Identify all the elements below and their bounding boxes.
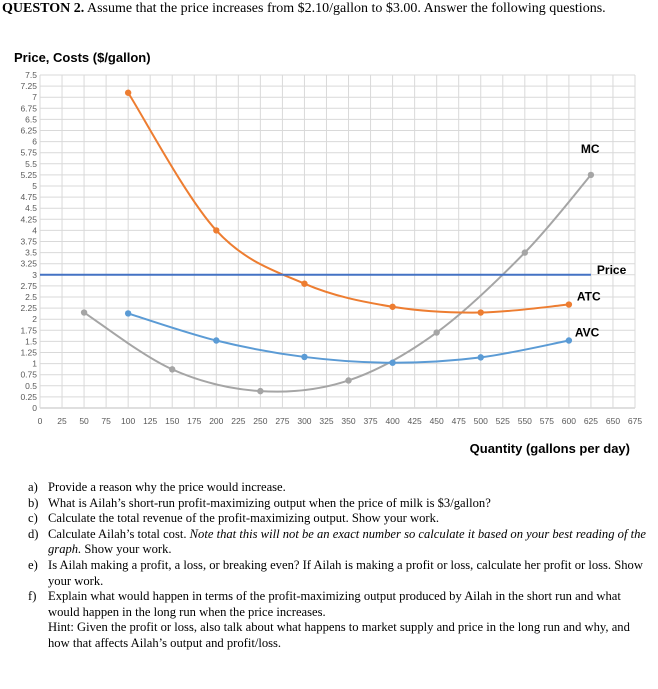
item-text: What is Ailah’s short-run profit-maximizing output when the price of milk is $3/gallon? xyxy=(48,495,491,510)
y-tick-label: 7.25 xyxy=(20,81,37,92)
x-tick-label: 450 xyxy=(429,416,444,426)
y-tick-label: 0.5 xyxy=(25,380,37,391)
item-letter: e) xyxy=(28,557,38,572)
x-tick-label: 250 xyxy=(253,416,268,426)
y-tick-label: 6.25 xyxy=(20,125,37,136)
x-tick-label: 100 xyxy=(121,416,136,426)
chart-grid xyxy=(40,75,635,408)
y-tick-label: 2 xyxy=(32,314,37,325)
atc-point xyxy=(301,280,307,286)
y-tick-label: 5.25 xyxy=(20,169,37,180)
avc-point xyxy=(125,310,131,316)
question-item-c xyxy=(28,511,648,527)
mc-point xyxy=(81,309,87,315)
question-item-f xyxy=(28,589,648,651)
y-tick-label: 1.5 xyxy=(25,336,37,347)
x-tick-label: 500 xyxy=(473,416,488,426)
item-after: Show your work. xyxy=(84,542,172,557)
chart-title: Price, Costs ($/gallon) xyxy=(14,50,151,65)
y-tick-label: 1.75 xyxy=(20,325,37,336)
avc-label: AVC xyxy=(574,325,600,340)
x-tick-label: 375 xyxy=(363,416,378,426)
mc-point xyxy=(588,172,594,178)
mc-point xyxy=(433,329,439,335)
x-tick-label: 575 xyxy=(539,416,554,426)
x-tick-label: 150 xyxy=(165,416,180,426)
item-text: Provide a reason why the price would increase. xyxy=(48,480,286,494)
question-text: Assume that the price increases from $2.10/gallon to $3.00. Answer the following questions. xyxy=(86,1,606,16)
item-letter: b) xyxy=(28,495,39,510)
mc-line xyxy=(84,175,591,392)
x-tick-label: 425 xyxy=(407,416,422,426)
y-tick-label: 2.25 xyxy=(20,303,37,314)
y-tick-label: 7 xyxy=(32,92,37,103)
x-tick-label: 350 xyxy=(341,416,356,426)
question-label: QUESTON 2. xyxy=(2,1,85,16)
question-item-e xyxy=(28,558,648,589)
item-letter: d) xyxy=(28,526,39,541)
y-tick-label: 5.75 xyxy=(20,147,37,158)
x-axis-label: Quantity (gallons per day) xyxy=(469,441,630,456)
y-tick-label: 3.5 xyxy=(25,247,37,258)
mc-point xyxy=(257,388,263,394)
y-tick-label: 6.75 xyxy=(20,103,37,114)
atc-point xyxy=(389,304,395,310)
y-tick-label: 1 xyxy=(32,358,37,369)
x-tick-label: 175 xyxy=(187,416,202,426)
y-tick-label: 5.5 xyxy=(25,158,37,169)
atc-point xyxy=(213,227,219,233)
x-tick-label: 650 xyxy=(605,416,621,426)
x-tick-label: 475 xyxy=(451,416,466,426)
item-letter: c) xyxy=(28,511,38,526)
x-tick-label: 675 xyxy=(627,416,643,426)
question-list xyxy=(28,480,648,652)
x-tick-label: 225 xyxy=(231,416,246,426)
mc-point xyxy=(169,366,175,372)
item-text: Explain what would happen in terms of the profit-maximizing output produced by Ailah in the short run and what would happen in the long run when the price increases. xyxy=(48,589,621,619)
y-tick-label: 2.75 xyxy=(20,280,37,291)
question-heading xyxy=(2,1,606,17)
x-tick-label: 200 xyxy=(209,416,224,426)
x-tick-label: 525 xyxy=(495,416,510,426)
x-tick-label: 0 xyxy=(37,416,43,426)
avc-point xyxy=(566,337,572,343)
y-tick-label: 3.75 xyxy=(20,236,37,247)
price-label: Price xyxy=(596,262,627,277)
y-tick-label: 4.25 xyxy=(20,214,37,225)
atc-point xyxy=(566,301,572,307)
atc-point xyxy=(125,90,131,96)
y-tick-label: 1.25 xyxy=(20,347,37,358)
series-labels xyxy=(575,142,627,340)
x-tick-label: 25 xyxy=(57,416,67,426)
x-tick-label: 125 xyxy=(143,416,158,426)
item-text: Calculate the total revenue of the profit-maximizing output. Show your work. xyxy=(48,511,440,526)
avc-point xyxy=(301,354,307,360)
y-tick-label: 3.25 xyxy=(20,258,37,269)
item-text: Is Ailah making a profit, a loss, or breaking even? If Ailah is making a profit or loss, calculate her profit or loss. Show your work. xyxy=(48,557,643,588)
question-item-d xyxy=(28,527,648,558)
x-tick-label: 275 xyxy=(275,416,290,426)
y-tick-label: 5 xyxy=(32,181,37,191)
item-note: Note that this will not be an exact number so calculate it based on your best reading of the graph. xyxy=(48,526,647,557)
y-tick-label: 0.25 xyxy=(20,391,37,402)
x-tick-label: 400 xyxy=(385,416,400,426)
item-letter: f) xyxy=(28,589,37,604)
avc-point xyxy=(478,354,484,360)
item-text: Calculate Ailah’s total cost. xyxy=(48,526,187,541)
mc-point xyxy=(522,249,528,255)
y-tick-label: 0.75 xyxy=(20,369,37,380)
x-tick-label: 550 xyxy=(517,416,532,426)
y-tick-label: 2.5 xyxy=(25,292,37,302)
item-hint: Hint: Given the profit or loss, also talk about what happens to market supply and price in the long run and why, and how that affects Ailah’s output and profit/loss. xyxy=(48,620,630,650)
cost-curves-chart xyxy=(0,30,658,470)
y-tick-label: 6.5 xyxy=(25,114,37,125)
y-tick-label: 6 xyxy=(32,136,37,147)
y-tick-label: 0 xyxy=(32,403,37,413)
x-axis-ticks xyxy=(38,416,643,426)
mc-label: MC xyxy=(580,141,600,156)
item-letter: a) xyxy=(28,480,38,494)
atc-label: ATC xyxy=(576,289,601,304)
x-tick-label: 600 xyxy=(561,416,576,426)
question-item-b xyxy=(28,496,648,512)
avc-point xyxy=(213,337,219,343)
y-tick-label: 4 xyxy=(32,225,37,236)
y-tick-label: 4.5 xyxy=(25,203,37,214)
y-axis-ticks xyxy=(20,70,37,413)
avc-point xyxy=(389,360,395,366)
x-tick-label: 300 xyxy=(297,416,312,426)
y-tick-label: 4.75 xyxy=(20,192,37,203)
y-tick-label: 7.5 xyxy=(25,70,37,80)
x-tick-label: 625 xyxy=(583,416,599,426)
y-tick-label: 3 xyxy=(32,269,37,280)
x-tick-label: 325 xyxy=(319,416,334,426)
atc-point xyxy=(478,309,484,315)
x-tick-label: 75 xyxy=(101,416,111,426)
mc-point xyxy=(345,377,351,383)
question-item-a xyxy=(28,480,648,496)
x-tick-label: 50 xyxy=(79,416,89,426)
